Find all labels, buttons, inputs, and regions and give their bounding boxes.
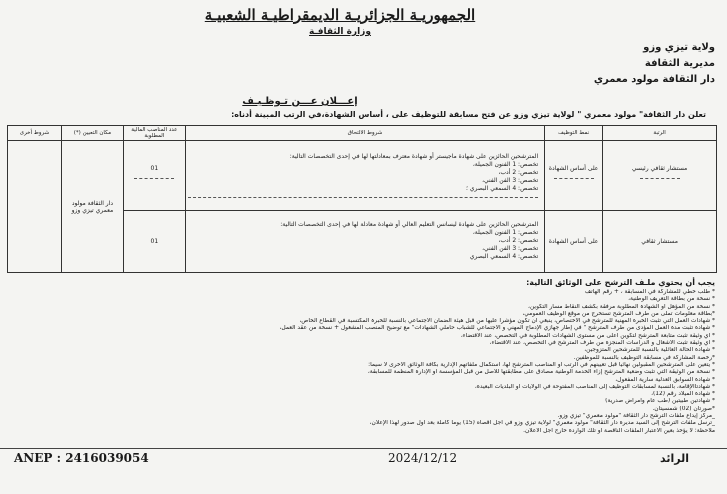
mode-text: على أساس الشهادة xyxy=(548,165,599,173)
documents-title: يجب أن يحتوي ملـف الترشح على الوثائق التالية: xyxy=(526,278,715,287)
list-item: *صورتان (02) شمسيتان. xyxy=(652,405,715,412)
list-item: * شهادتاالإقامة، بالنسبة لمسابقات التوظيف إلى المناصب المفتوحة في الولايات أو البلديات البعيدة، xyxy=(474,383,715,390)
condition-line: تخصص: 4 السمعي البصري xyxy=(469,253,539,261)
condition-line: تخصص: 2 أدب، xyxy=(498,237,539,245)
republic-heading: الجمهوريـة الجزائريـة الديمقراطيـة الشعبيـة xyxy=(204,6,476,24)
directorate-label: مديرية الثقافة xyxy=(644,58,715,69)
list-item: _ترسل ملفات الترشح إلى السيد مديرة دار الثقافة" مولود معمري" لولاية تيزي وزو في أجل أقصاه (15) يوما كاملة بعد أول صدور لهذا الإعلان، xyxy=(369,420,715,427)
list-item: * أي وثيقة تثبت متابعة المترشح لتكوين أعلى من مستوى الشهادات المطلوبة في التخصص، عند الاقتضاء، xyxy=(460,332,715,339)
ministry-heading: وزارة الثقافـة xyxy=(309,27,371,37)
table-header-row xyxy=(8,126,717,141)
footer-divider xyxy=(0,448,727,449)
row-conditions xyxy=(185,210,544,272)
list-item: *رخصة المشاركة في مسابقة التوظيف بالنسبة للموظفين. xyxy=(573,354,715,361)
location-text: دار الثقافة مولود معمري تيزي وزو xyxy=(71,199,114,214)
separator xyxy=(134,178,174,179)
other-cell xyxy=(8,141,62,273)
documents-list xyxy=(115,289,715,435)
publication-name: الرائد xyxy=(660,452,689,465)
list-item: * شهادة السوابق العدلية سارية المفعول، xyxy=(615,376,715,383)
row-conditions xyxy=(185,141,544,211)
house-label: دار الثقافة مولود معمري xyxy=(593,74,715,85)
positions-count: 01 xyxy=(150,165,159,173)
separator xyxy=(554,178,594,179)
row-mode xyxy=(545,141,603,211)
anep-number: ANEP : 2416039054 xyxy=(14,451,149,465)
header-positions: عدد المناصب المالية المطلوبة xyxy=(123,126,185,141)
header-rank: الرتبة xyxy=(603,126,717,141)
list-item: *بطاقة معلومات تملى من طرف المترشح تستخرج من موقع الوظيف العمومي، xyxy=(522,310,715,317)
rank-text: مستشار ثقافي رئيسي xyxy=(631,165,688,173)
list-item: * شهادة الحالة العائلية بالنسبة للمترشحين المتزوجين، xyxy=(584,347,715,354)
list-item: * طلب خطي للمشاركة في المسابقة ، + رقم الهاتف xyxy=(584,289,715,295)
list-item: * أي وثيقة تثبت الأشغال و الدراسات المنجزة من طرف المترشح في التخصص، عند الاقتضاء، xyxy=(489,340,715,347)
location-cell xyxy=(61,141,123,273)
list-item: * يتعين على المترشحين المقبولين نهائيا قبل تعيينهم في الرتب أو المناصب المترشح لها، استكمال ملفاتهم الإدارية بكافة الوثائق الأخرى لا سيما: xyxy=(368,361,715,368)
row-positions xyxy=(123,141,185,211)
header-conditions: شروط الالتحاق xyxy=(185,126,544,141)
list-item: * نسخة من المؤهل أو الشهادة المطلوبة مرفقة بكشف النقاط مسار التكوين، xyxy=(528,303,715,310)
condition-line: المترشحين الحائزين على شهادة ماجيستر أو شهادة معترف بمعادلتها لها في إحدى التخصصات التالية: xyxy=(289,152,539,160)
announcement-intro: تعلن دار الثقافة" مولود معمري " لولاية تيزي وزو عن فتح مسابقة للتوظيف على ، أساس الشهادة،في الرتب المبينة أدناه: xyxy=(231,110,706,119)
list-item: * شهادات العمل التي تثبت الخبرة المهنية للمترشح في الاختصاص، ينبغي أن تكون مؤشرا عليها من قبل هيئة الضمان الاجتماعي بالنسبة للخبرة المكتسبة في القطاع الخاص، xyxy=(299,318,715,325)
header-other: شروط أخرى xyxy=(8,126,62,141)
publication-date: 2024/12/12 xyxy=(388,451,458,465)
announcement-title: إعـــلان عـــن تـوظـيـف xyxy=(242,96,358,107)
condition-line: تخصص: 1 الفنون الجميلة، xyxy=(472,160,539,168)
list-item: _مركز إيداع ملفات الترشح دار الثقافة "مولود معمري" تيزي وزو. xyxy=(557,413,715,420)
wilaya-label: ولاية تيزي وزو xyxy=(643,42,715,53)
list-item: * شهادة الميلاد رقم (12)، xyxy=(651,391,715,398)
separator xyxy=(188,197,538,198)
list-item: * شهادة تثبت مدة العمل المؤدى من طرف المترشح " في إطار جهازي الإدماج المهني و الاجتماعي للشباب حاملي الشهادات" مع توضيح المنصب المشغول + نسخة من عقد العمل، xyxy=(279,325,715,332)
condition-line: تخصص: 3 الفن الفني، xyxy=(482,245,539,253)
list-item: * شهادتين طبيتين (طب عام وأمراض صدرية) xyxy=(605,398,715,405)
row-positions: 01 xyxy=(123,210,185,272)
list-item: * نسخة من الوثيقة التي تثبت وضعية المترشح إزاء الخدمة الوطنية مصادق على مطابقتها للأصل من قبل المؤسسة أو الإدارة المنظمة للمسابقة، xyxy=(367,369,715,376)
condition-line: تخصص: 1 الفنون الجميلة، xyxy=(472,229,539,237)
row-rank xyxy=(603,141,717,211)
condition-line: المترشحين الحائزين على شهادة ليسانس التعليم العالي أو شهادة معادلة لها في إحدى التخصصات التالية: xyxy=(280,221,539,229)
condition-line: تخصص: 2 أدب، xyxy=(498,168,539,176)
header-mode: نمط التوظيف xyxy=(545,126,603,141)
recruitment-table xyxy=(7,125,717,273)
row-mode: على أساس الشهادة xyxy=(545,210,603,272)
row-rank: مستشار ثقافي xyxy=(603,210,717,272)
condition-line: تخصص: 3 الفن الفني، xyxy=(482,176,539,184)
list-item: ملاحظة: لا يؤخذ بعين الاعتبار الملفات الناقصة أو تلك الواردة خارج أجل الاعلان. xyxy=(523,427,715,434)
table-row xyxy=(8,141,717,211)
condition-line: تخصص: 4 السمعي البصري ؛ xyxy=(465,184,539,192)
header-location: مكان التعيين (*) xyxy=(61,126,123,141)
list-item: * نسخة من بطاقة التعريف الوطنية، xyxy=(628,296,715,303)
separator xyxy=(640,178,680,179)
